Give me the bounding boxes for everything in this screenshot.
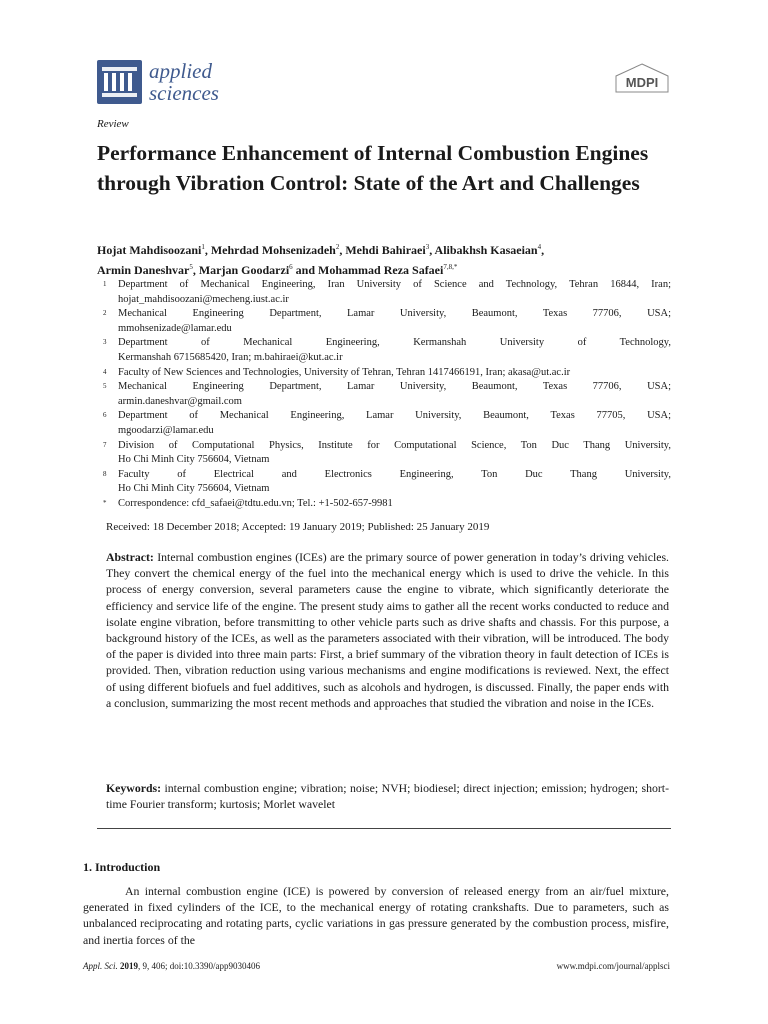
affiliation-text: Mechanical Engineering Department, Lamar University, Beaumont, Texas 77706, USA; [118,308,671,320]
author-affiliation-mark: 1 [201,243,205,251]
affiliation-item [103,380,671,409]
affiliation-item [103,278,671,307]
author-name: Marjan Goodarzi [198,263,290,277]
abstract-text: Internal combustion engines (ICEs) are the primary source of power generation in today’s driving vehicles. They convert the chemical energy of the fuel into the mechanical energy which is used to drive the vehicle. In this process of energy conversion, several parameters cause the engine to vibrate, which significantly deteriorate the efficiency and service life of the engine. The present study aims to gather all the recent works conducted to reduce and isolate engine vibration, before transmitting to other vehicle parts such as drive shafts and chassis. For this purpose, a background history of the ICEs, as well as the parameters associated with their vibration, will be introduced. The body of the paper is divided into three main parts: First, a brief summary of the vibration theory in fault detection of ICEs is provided. Then, vibration reduction using various mechanisms and engine modifications is reviewed. Next, the effect of using different biofuels and fuel additives, such as alcohols and hydrogen, is discussed. Finally, the paper ends with a conclusion, summarizing the most recent methods and approaches that studied the vibration and noise in the ICEs. [106,550,669,710]
author-separator: , [541,243,545,257]
footer-citation [83,961,260,971]
abstract [106,549,669,711]
author-affiliation-mark: 7,8,* [443,263,458,271]
footer-volume-doi: , 9, 406; doi:10.3390/app9030406 [138,961,260,971]
author-separator: , [429,243,435,257]
article-type: Review [97,118,129,130]
affiliation-item [103,409,671,438]
affiliation-number: 7 [103,440,107,449]
section-heading: 1. Introduction [83,860,161,874]
affiliation-text: Department of Mechanical Engineering, Lamar University, Beaumont, Texas 77705, USA; [118,410,671,422]
author-line-1 [97,239,677,259]
author-name: Armin Daneshvar [97,263,190,277]
affiliation-text: Mechanical Engineering Department, Lamar University, Beaumont, Texas 77706, USA; [118,381,671,393]
affiliation-item [103,468,671,497]
author-separator: , [339,243,346,257]
affiliation-number: 5 [103,382,107,391]
affiliation-text-continued: mmohsenizade@lamar.edu [118,322,232,334]
affiliation-number: 6 [103,411,107,420]
publisher-logo-icon [612,62,672,96]
author-name: Hojat Mahdisoozani [97,243,202,257]
journal-name-line2: sciences [149,81,219,105]
affiliation-number: 8 [103,469,107,478]
introduction-paragraph: An internal combustion engine (ICE) is powered by conversion of released energy from an air/fuel mixture, generated in fixed cylinders of the ICE, to the mechanical energy of rotating crankshafts. Due to parameters, such as unbalanced reciprocating and rotating parts, cyclic variations in gas pressure generated by the combustion process, misfire, and inertia forces of the [83,884,669,947]
affiliation-item [103,366,671,381]
keywords-text: internal combustion engine; vibration; noise; NVH; biodiesel; direct injection; emission; hydrogen; short-time Fourier transform; kurtosis; Morlet wavelet [106,781,669,812]
author-name: Mehdi Bahiraei [345,243,426,257]
author-separator: , [192,263,199,277]
publication-dates: Received: 18 December 2018; Accepted: 19 January 2019; Published: 25 January 2019 [106,521,490,533]
affiliation-item [103,497,671,512]
affiliation-text: Department of Mechanical Engineering, Kermanshah University of Technology, [118,337,671,349]
affiliation-text-continued: armin.daneshvar@gmail.com [118,395,242,407]
publisher-logo [612,62,672,100]
affiliation-item [103,336,671,365]
author-name: Mehrdad Mohsenizadeh [210,243,336,257]
affiliation-text: Correspondence: cfd_safaei@tdtu.edu.vn; Tel.: +1-502-657-9981 [118,497,393,509]
affiliation-text: Faculty of New Sciences and Technologies, University of Tehran, Tehran 1417466191, Iran; akasa@ut.ac.ir [118,366,571,378]
affiliation-text-continued: Kermanshah 6715685420, Iran; m.bahiraei@kut.ac.ir [118,351,343,363]
author-line-2 [97,259,677,279]
affiliation-text: Division of Computational Physics, Institute for Computational Science, Ton Duc Thang University, [118,439,671,451]
abstract-label: Abstract: [106,550,154,564]
article-title: Performance Enhancement of Internal Combustion Engines through Vibration Control: State of the Art and Challenges [97,141,649,195]
author-affiliation-mark: 2 [335,243,340,251]
author-separator: and [292,263,319,277]
affiliation-list [103,278,671,512]
author-affiliation-mark: 6 [289,263,293,271]
publisher-name: MDPI [625,75,659,90]
footer-url[interactable]: www.mdpi.com/journal/applsci [556,961,670,971]
introduction-text [83,883,669,948]
affiliation-item [103,439,671,468]
journal-name [149,60,219,104]
affiliation-number: 2 [103,309,107,318]
affiliation-text-continued: hojat_mahdisoozani@mecheng.iust.ac.ir [118,293,289,305]
author-affiliation-mark: 4 [537,243,542,251]
footer-year: 2019 [120,961,138,971]
author-name: Mohammad Reza Safaei [318,263,444,277]
author-list [97,239,677,279]
journal-logo-icon [97,60,142,104]
author-affiliation-mark: 3 [425,243,430,251]
affiliation-text: Department of Mechanical Engineering, Iran University of Science and Technology, Tehran 16844, Iran; [118,279,671,290]
affiliation-text-continued: Ho Chi Minh City 756604, Vietnam [118,454,270,466]
affiliation-number: 3 [103,338,107,347]
keywords-label: Keywords: [106,781,162,795]
author-separator: , [204,243,211,257]
author-name: Alibakhsh Kasaeian [434,243,538,257]
affiliation-item [103,307,671,336]
section-divider [97,828,671,829]
affiliation-number: * [103,498,107,507]
affiliation-number: 4 [103,367,107,376]
affiliation-number: 1 [103,280,107,288]
journal-name-line1: applied [149,59,212,83]
affiliation-text: Faculty of Electrical and Electronics Engineering, Ton Duc Thang University, [118,468,671,480]
affiliation-text-continued: mgoodarzi@lamar.edu [118,424,214,436]
footer-journal-abbrev: Appl. Sci. [83,961,118,971]
author-affiliation-mark: 5 [189,263,193,271]
keywords [106,780,669,812]
affiliation-text-continued: Ho Chi Minh City 756604, Vietnam [118,483,270,495]
